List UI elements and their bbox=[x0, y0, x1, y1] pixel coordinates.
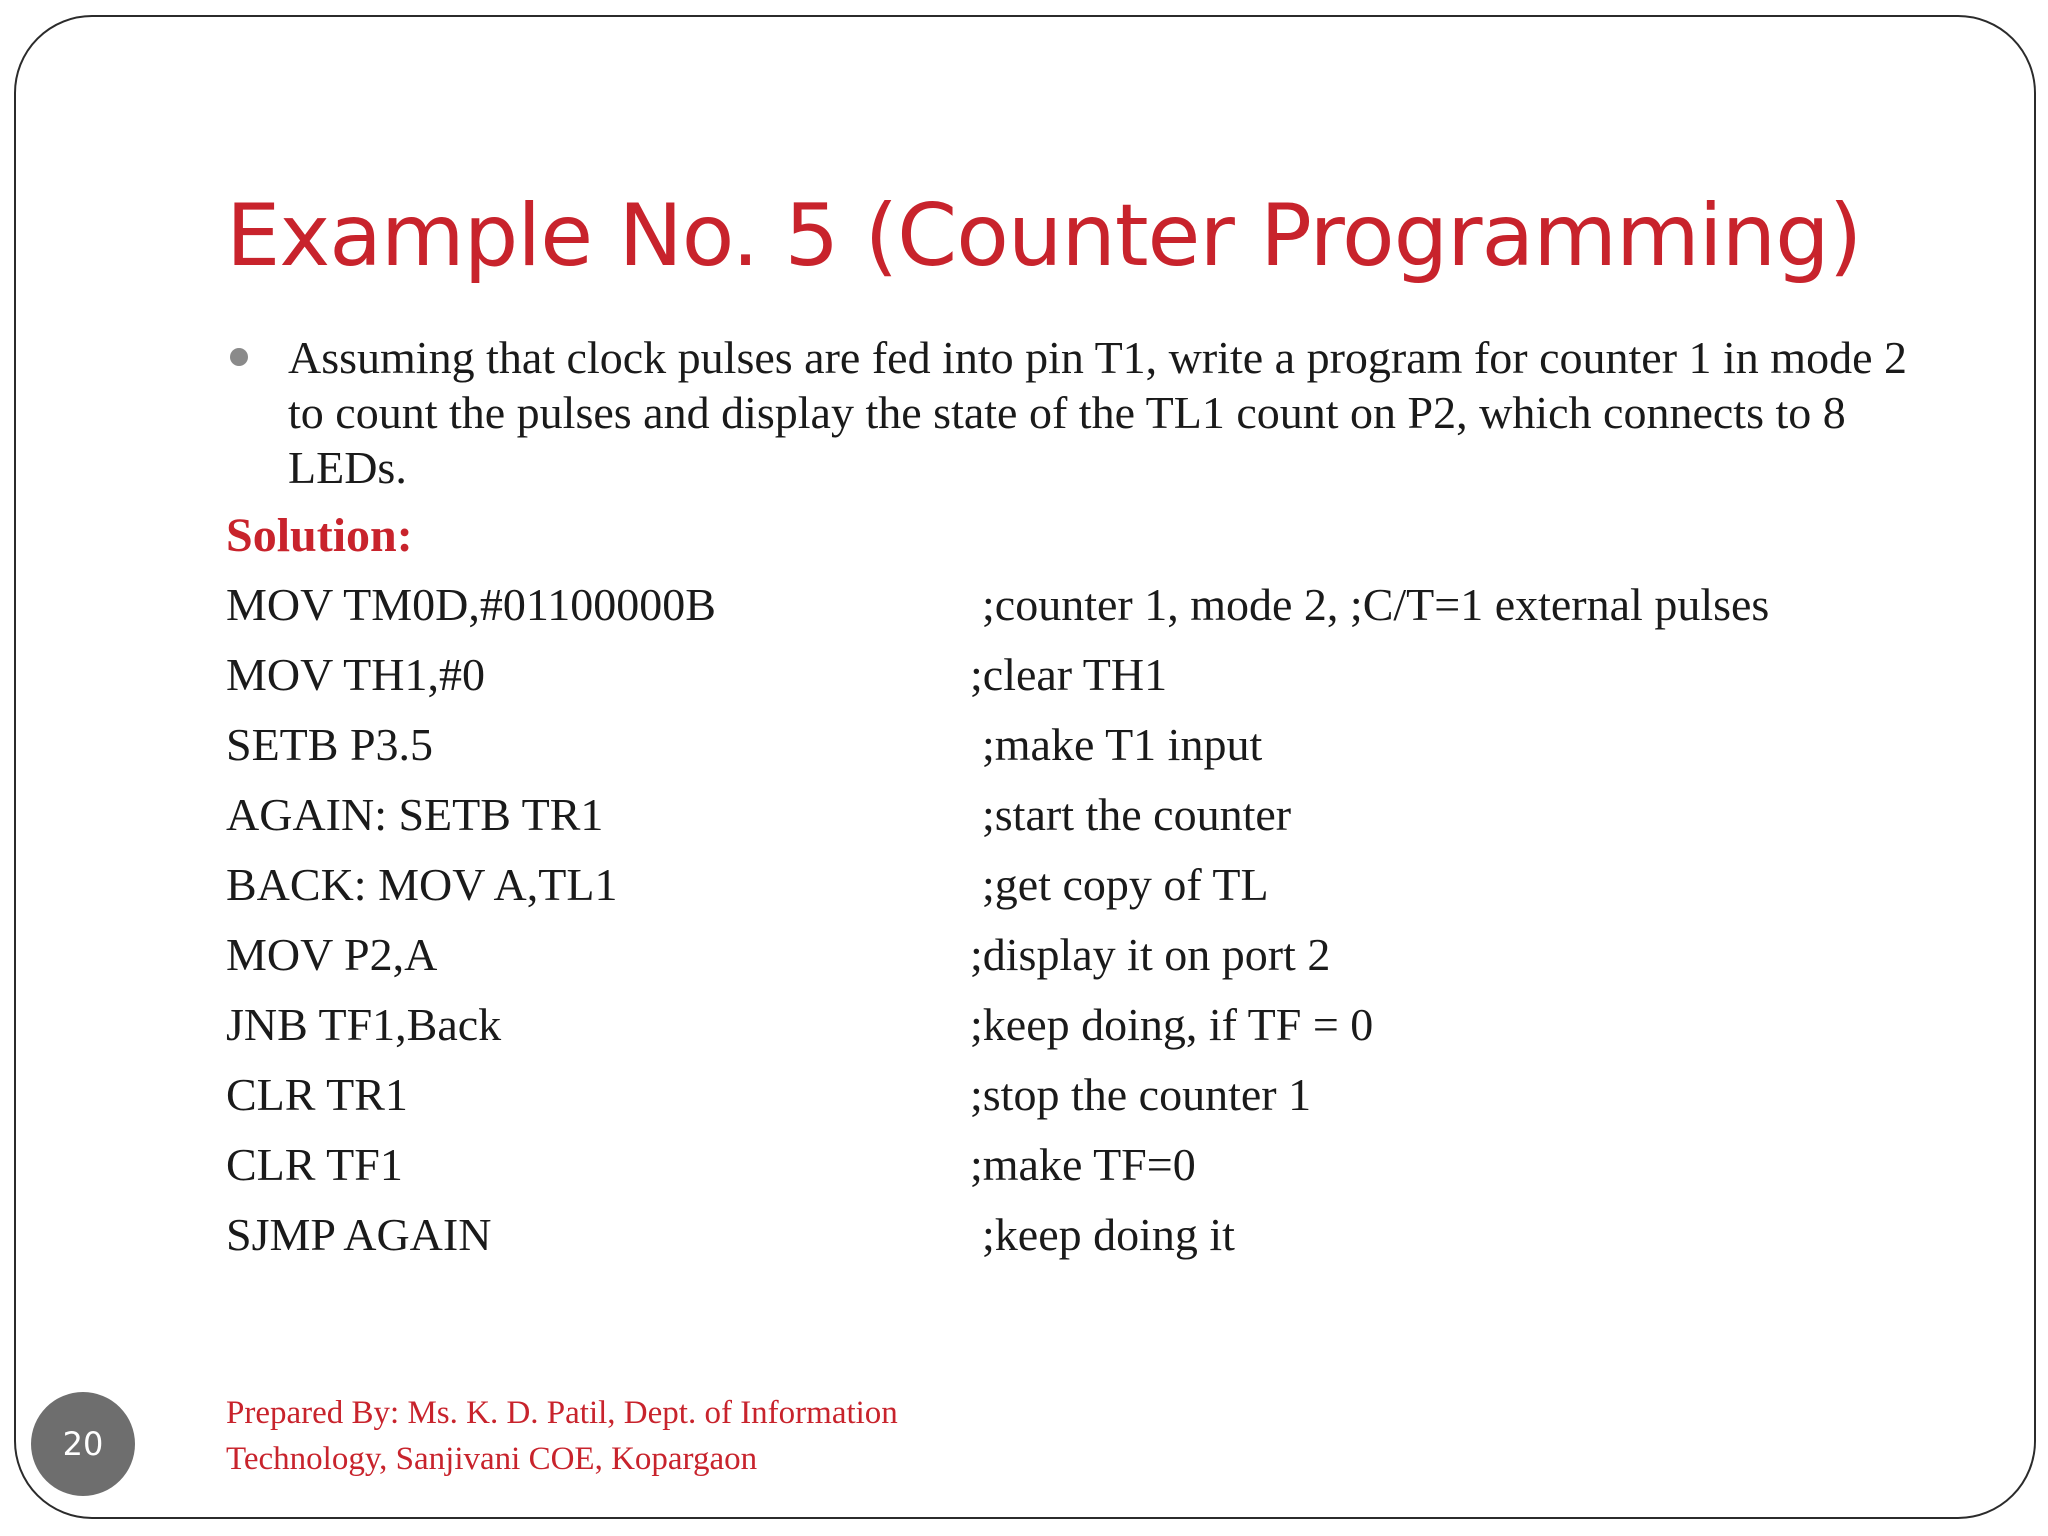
code-comment: ;clear TH1 bbox=[970, 649, 1168, 700]
code-instruction: BACK: MOV A,TL1 bbox=[226, 859, 618, 910]
code-instruction: CLR TF1 bbox=[226, 1139, 403, 1190]
code-comment: ;counter 1, mode 2, ;C/T=1 external pulses bbox=[982, 579, 1770, 630]
solution-heading: Solution: bbox=[226, 509, 413, 562]
footer-credit bbox=[226, 1390, 898, 1482]
code-instruction: CLR TR1 bbox=[226, 1069, 408, 1120]
code-comment: ;stop the counter 1 bbox=[970, 1069, 1312, 1120]
slide-title: Example No. 5 (Counter Programming) bbox=[226, 186, 1862, 286]
code-comment: ;get copy of TL bbox=[982, 859, 1269, 910]
code-comment: ;make TF=0 bbox=[970, 1139, 1196, 1190]
problem-text: Assuming that clock pulses are fed into pin T1, write a program for counter 1 in mode 2 to count the pulses and display the state of the TL1 count on P2, which connects to 8 LEDs. bbox=[288, 332, 1907, 493]
code-instruction: MOV TH1,#0 bbox=[226, 649, 485, 700]
page-number-badge: 20 bbox=[31, 1392, 135, 1496]
footer-line: Technology, Sanjivani COE, Kopargaon bbox=[226, 1441, 758, 1477]
code-instruction: SETB P3.5 bbox=[226, 719, 434, 770]
code-instruction: MOV P2,A bbox=[226, 929, 438, 980]
code-comment: ;make T1 input bbox=[982, 719, 1263, 770]
code-instruction: JNB TF1,Back bbox=[226, 999, 502, 1050]
bullet-icon bbox=[230, 348, 248, 366]
code-comment: ;keep doing, if TF = 0 bbox=[970, 999, 1374, 1050]
footer-line: Prepared By: Ms. K. D. Patil, Dept. of Information bbox=[226, 1395, 898, 1431]
code-instruction: MOV TM0D,#01100000B bbox=[226, 579, 716, 630]
code-comment: ;keep doing it bbox=[982, 1209, 1235, 1260]
code-comment: ;display it on port 2 bbox=[970, 929, 1331, 980]
code-comment: ;start the counter bbox=[982, 789, 1292, 840]
code-instruction: AGAIN: SETB TR1 bbox=[226, 789, 604, 840]
code-instruction: SJMP AGAIN bbox=[226, 1209, 492, 1260]
